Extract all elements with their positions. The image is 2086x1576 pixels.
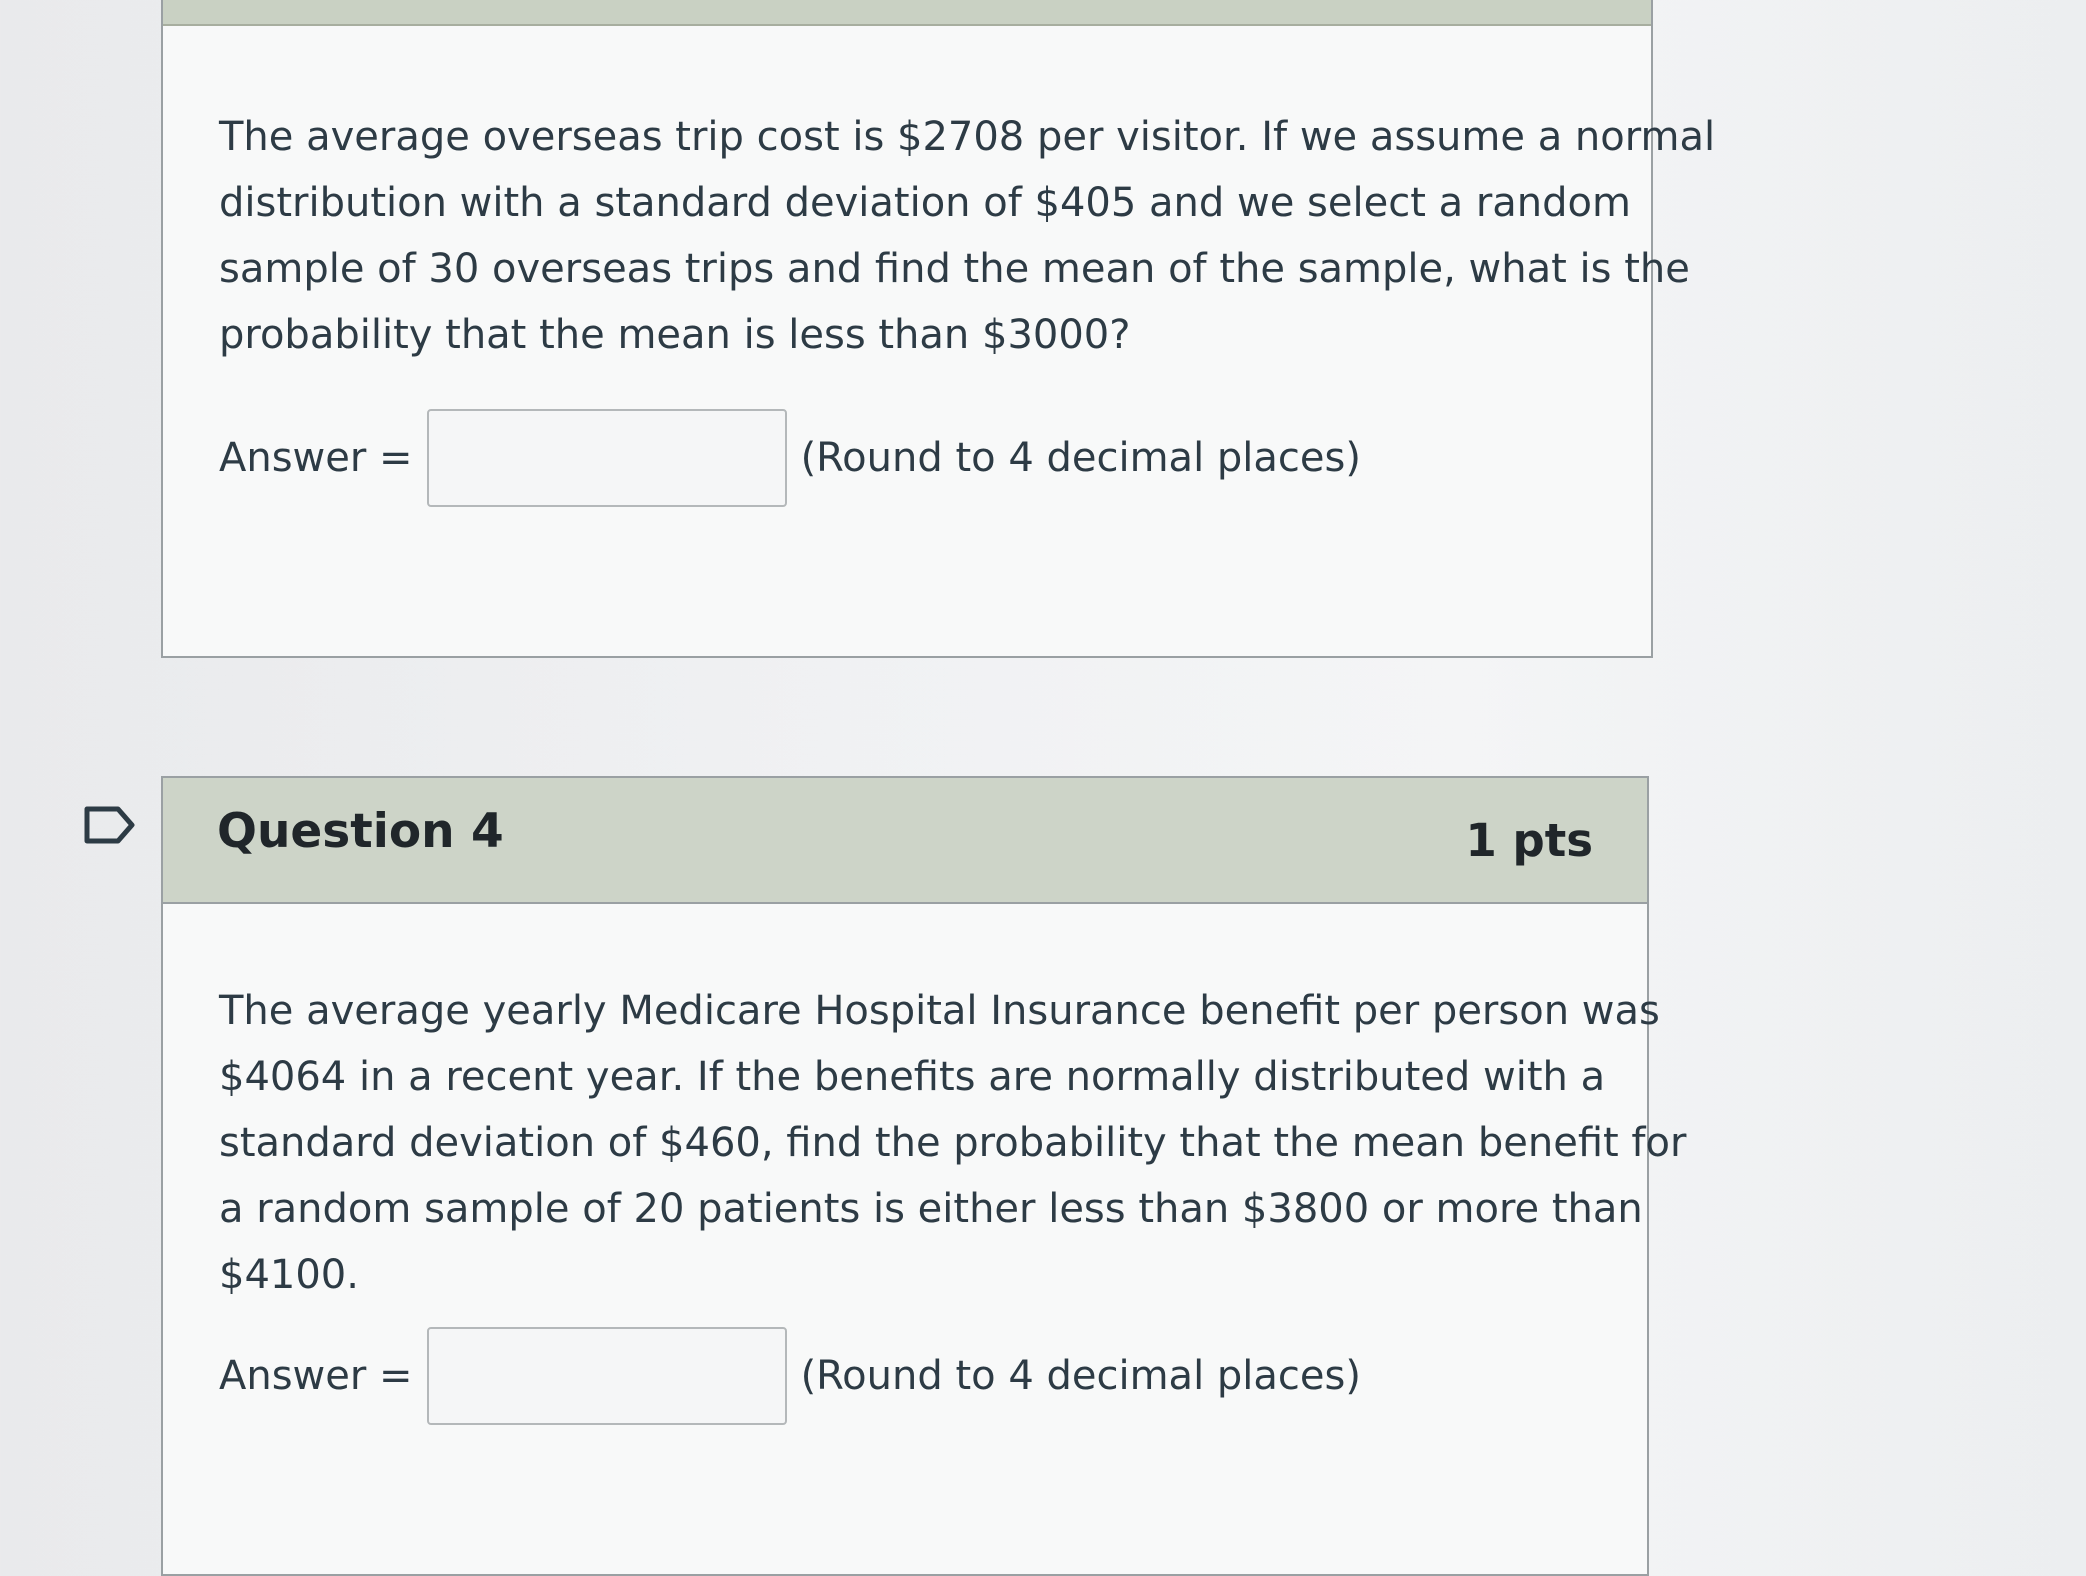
question-3-text-line: distribution with a standard deviation of $405 and we select a random xyxy=(219,180,1631,226)
question-3-text xyxy=(219,104,1716,368)
question-4-points: 1 pts xyxy=(1465,814,1593,867)
question-4-answer-row xyxy=(219,1324,1361,1428)
question-4-answer-label: Answer = xyxy=(219,1353,413,1399)
question-4-answer-input[interactable] xyxy=(427,1327,787,1425)
question-3-card xyxy=(161,0,1716,658)
question-4-text xyxy=(219,978,1687,1308)
question-3-answer-row xyxy=(219,406,1361,510)
question-4-card xyxy=(161,776,1687,1576)
question-4-text-line: standard deviation of $460, find the probability that the mean benefit for xyxy=(219,1120,1687,1166)
question-3-text-line: probability that the mean is less than $3000? xyxy=(219,312,1131,358)
question-3-round-note: (Round to 4 decimal places) xyxy=(800,435,1361,481)
question-4-text-line: $4100. xyxy=(219,1252,359,1298)
question-3-answer-label: Answer = xyxy=(219,435,413,481)
flag-question-icon[interactable] xyxy=(84,806,136,844)
question-3-answer-input[interactable] xyxy=(427,409,787,507)
question-4-text-line: $4064 in a recent year. If the benefits are normally distributed with a xyxy=(219,1054,1606,1100)
question-4-header xyxy=(163,778,1647,904)
question-3-text-line: The average overseas trip cost is $2708 per visitor. If we assume a normal xyxy=(219,114,1716,160)
question-4-title: Question 4 xyxy=(217,804,504,859)
question-4-text-line: a random sample of 20 patients is either less than $3800 or more than xyxy=(219,1186,1643,1232)
question-4-round-note: (Round to 4 decimal places) xyxy=(800,1353,1361,1399)
question-4-text-line: The average yearly Medicare Hospital Insurance benefit per person was xyxy=(219,988,1660,1034)
question-3-header-edge xyxy=(163,0,1651,26)
question-3-text-line: sample of 30 overseas trips and find the mean of the sample, what is the xyxy=(219,246,1690,292)
